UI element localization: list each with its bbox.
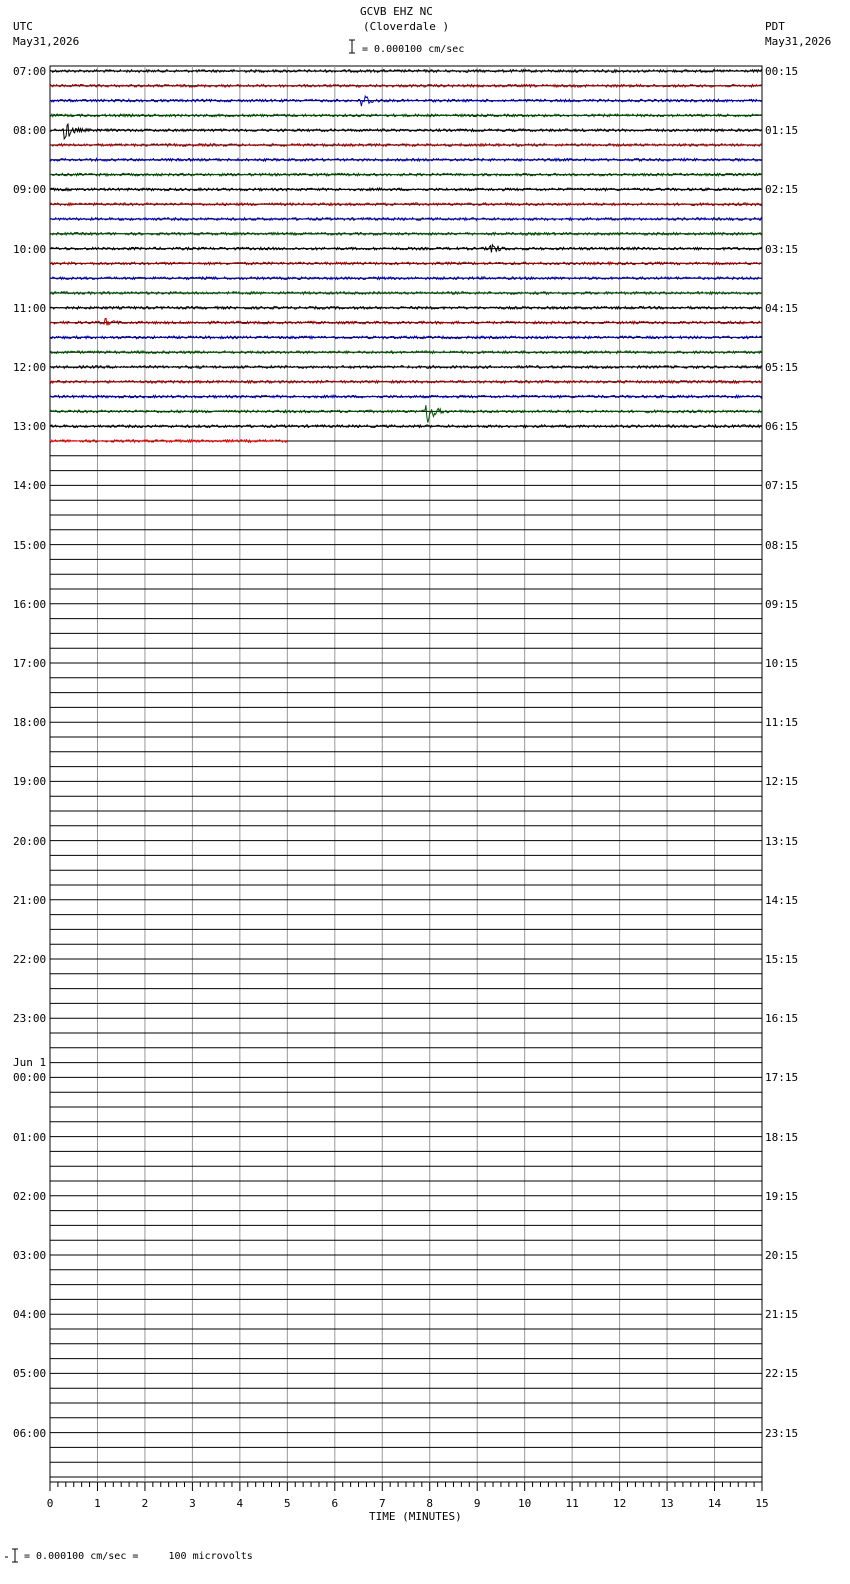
left-hour-label: 04:00 [13, 1308, 47, 1322]
right-hour-label: 19:15 [765, 1189, 799, 1203]
left-hour-label: 03:00 [13, 1249, 47, 1262]
left-hour-label: 23:00 [13, 1012, 47, 1026]
right-hour-label: 12:15 [765, 775, 799, 789]
trace-row-23 [50, 405, 762, 422]
left-hour-label: 01:00 [13, 1130, 47, 1144]
right-hour-label: 16:15 [765, 1012, 799, 1026]
left-hour-label: 07:00 [13, 65, 47, 78]
left-hour-label: 21:00 [13, 893, 47, 907]
right-hour-label: 09:15 [765, 597, 799, 611]
trace-row-8 [50, 188, 762, 191]
right-date: May31,2026 [765, 35, 832, 48]
right-hour-label: 17:15 [765, 1071, 799, 1085]
scale-bar-icon [349, 40, 355, 53]
left-hour-label: 10:00 [13, 242, 47, 256]
left-hour-label: 08:00 [13, 124, 47, 138]
x-tick-label: 6 [331, 1497, 339, 1510]
right-hour-label: 07:15 [765, 479, 799, 493]
left-hour-label: 22:00 [13, 953, 47, 966]
left-hour-label: 19:00 [13, 775, 47, 789]
right-hour-label: 03:15 [765, 242, 799, 256]
right-hour-label: 11:15 [765, 716, 799, 730]
right-hour-label: 06:15 [765, 420, 799, 434]
x-tick-label: 4 [236, 1497, 244, 1510]
row-baselines [50, 71, 762, 1477]
seismic-traces [50, 70, 762, 443]
x-tick-label: 1 [94, 1497, 101, 1510]
right-hour-label: 22:15 [765, 1367, 799, 1381]
x-axis-label: TIME (MINUTES) [369, 1510, 462, 1523]
trace-row-17 [50, 318, 762, 325]
right-hour-label: 23:15 [765, 1426, 799, 1440]
left-hour-label: 16:00 [13, 597, 47, 611]
right-hour-label: 10:15 [765, 657, 799, 670]
trace-row-0 [50, 70, 762, 73]
left-hour-label: 13:00 [13, 420, 47, 434]
right-hour-label: 01:15 [765, 124, 799, 138]
trace-row-6 [50, 159, 762, 162]
right-hour-label: 13:15 [765, 834, 799, 848]
day-change-label: Jun 1 [13, 1056, 47, 1070]
trace-row-10 [50, 218, 762, 221]
right-hour-label: 08:15 [765, 538, 799, 552]
chart-title-line2: (Cloverdale ) [363, 20, 450, 33]
left-hour-label: 06:00 [13, 1426, 47, 1440]
left-hour-label: 18:00 [13, 716, 47, 730]
x-tick-label: 5 [284, 1497, 291, 1510]
left-hour-label: 09:00 [13, 183, 47, 197]
calibration-bar-icon [5, 1549, 18, 1562]
right-hour-label: 20:15 [765, 1249, 799, 1262]
x-tick-label: 12 [612, 1497, 627, 1510]
left-hour-label: 20:00 [13, 834, 47, 848]
right-hour-label: 02:15 [765, 183, 799, 197]
x-tick-label: 2 [141, 1497, 149, 1510]
x-tick-label: 14 [707, 1497, 722, 1510]
x-tick-label: 10 [518, 1497, 532, 1510]
left-hour-label: 11:00 [13, 301, 47, 315]
left-date: May31,2026 [13, 35, 80, 48]
left-hour-label: 02:00 [13, 1189, 47, 1203]
left-hour-label: 17:00 [13, 657, 47, 670]
x-tick-label: 13 [660, 1497, 674, 1510]
chart-title-line1: GCVB EHZ NC [360, 5, 433, 18]
left-hour-label: 14:00 [13, 479, 47, 493]
trace-row-21 [50, 381, 762, 384]
left-hour-label: 05:00 [13, 1367, 47, 1381]
x-axis [47, 1482, 769, 1510]
x-tick-label: 0 [46, 1497, 54, 1510]
left-hour-label: 00:00 [13, 1071, 47, 1085]
right-hour-label: 05:15 [765, 361, 799, 374]
x-tick-label: 15 [755, 1497, 769, 1510]
scale-text: = 0.000100 cm/sec [362, 44, 465, 55]
x-tick-label: 3 [189, 1497, 196, 1510]
trace-row-3 [50, 114, 762, 117]
calibration-text: = 0.000100 cm/sec = 100 microvolts [24, 1551, 253, 1562]
right-timezone: PDT [765, 20, 785, 33]
right-hour-label: 18:15 [765, 1130, 799, 1144]
x-tick-label: 7 [378, 1497, 386, 1510]
x-tick-label: 9 [473, 1497, 481, 1510]
left-hour-label: 15:00 [13, 538, 47, 552]
left-hour-label: 12:00 [13, 361, 47, 374]
right-hour-label: 14:15 [765, 893, 799, 907]
right-hour-label: 00:15 [765, 65, 799, 78]
right-hour-label: 04:15 [765, 301, 799, 315]
trace-row-4 [50, 124, 762, 139]
x-tick-label: 11 [565, 1497, 579, 1510]
right-hour-label: 15:15 [765, 953, 799, 966]
trace-row-2 [50, 96, 762, 106]
x-tick-label: 8 [426, 1497, 434, 1510]
right-hour-label: 21:15 [765, 1308, 799, 1322]
left-timezone: UTC [13, 20, 33, 33]
